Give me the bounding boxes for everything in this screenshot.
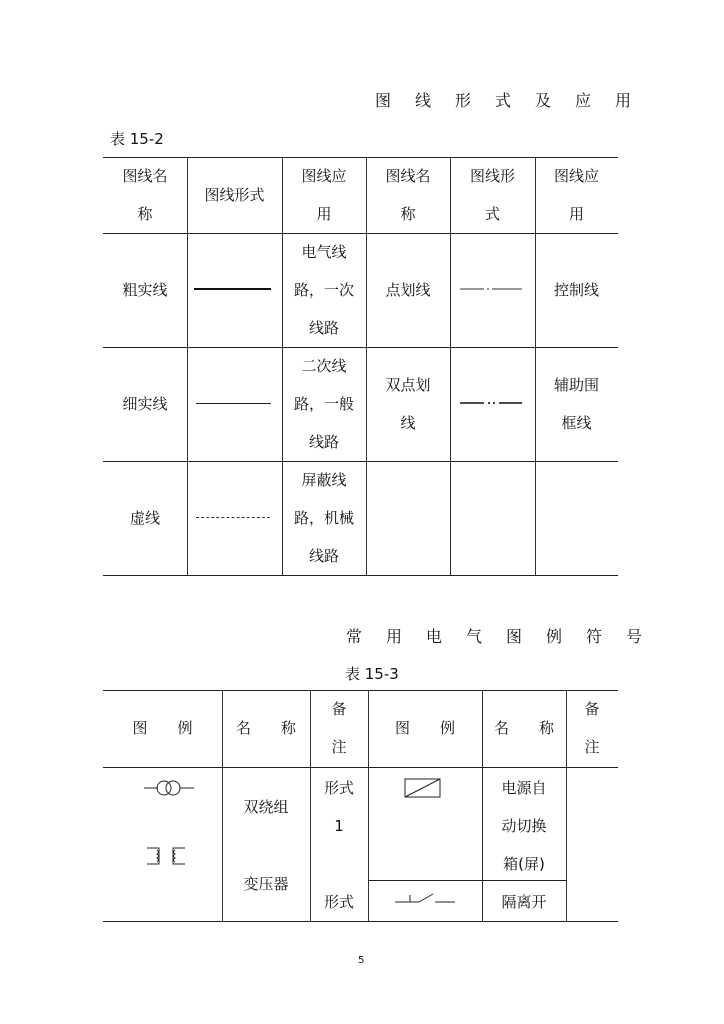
page-number: 5 — [358, 955, 365, 966]
table1-row1-use2: 控制线 — [553, 281, 599, 299]
table1-header-form1: 图线形式 — [204, 186, 265, 204]
table1-caption: 表 15-2 — [110, 130, 164, 148]
table1-row2-name2: 双点划 线 — [385, 376, 431, 432]
table2-row1-name1-top: 双绕组 — [243, 798, 289, 816]
table1-row2-name1: 细实线 — [122, 395, 168, 413]
table2-row1-name1-bottom: 变压器 — [243, 875, 289, 893]
dash-dot-line-sample — [460, 284, 524, 294]
table1-row1-name1: 粗实线 — [122, 281, 168, 299]
table2-caption: 表 15-3 — [345, 665, 399, 683]
table1-row2-use2: 辅助围 框线 — [553, 376, 599, 432]
table2-header-legend2: 图 例 — [394, 719, 455, 737]
table1-header-use2: 图线应 用 — [553, 167, 599, 223]
table2-title: 常用电气图例符号 — [346, 627, 667, 646]
table2-header-name1: 名 称 — [235, 719, 296, 737]
thin-solid-line-sample — [196, 403, 271, 404]
table1-row2-use1: 二次线 路，一般 线路 — [293, 357, 354, 451]
table2-row1-note1-top: 形式 1 — [323, 779, 354, 835]
table1-row3-name1: 虚线 — [129, 509, 160, 527]
table1-header-use1: 图线应 用 — [301, 167, 347, 223]
table2-header-note1: 备 注 — [331, 700, 347, 756]
thick-solid-line-sample — [194, 288, 271, 290]
auto-transfer-box-icon — [403, 777, 443, 799]
table1-col-divider — [187, 157, 188, 575]
table1-bottom-border — [103, 575, 618, 576]
table1-row1-use1: 电气线 路，一次 线路 — [293, 243, 354, 337]
dashed-line-sample — [196, 517, 270, 518]
table1-row1-name2: 点划线 — [385, 281, 431, 299]
table2-row1-name2-top: 电源自 动切换 箱(屏) — [501, 779, 547, 873]
transformer-form2-icon — [144, 845, 188, 867]
table2-header-note2: 备 注 — [584, 700, 600, 756]
table1-header-name2: 图线名 称 — [385, 167, 431, 223]
isolating-switch-icon — [393, 890, 457, 910]
table2-row1-note1-bottom: 形式 — [323, 893, 354, 911]
table1-header-form2: 图线形 式 — [469, 167, 515, 223]
table2-row1-name2-bottom: 隔离开 — [501, 893, 547, 911]
transformer-form1-icon — [142, 777, 198, 799]
table1-title: 图线形式及应用 — [375, 91, 656, 110]
table2-header-legend1: 图 例 — [132, 719, 193, 737]
table2-header-name2: 名 称 — [493, 719, 554, 737]
table1-row3-use1: 屏蔽线 路，机械 线路 — [293, 471, 354, 565]
table2-header-divider — [103, 767, 618, 768]
double-dash-dot-line-sample — [460, 398, 524, 408]
table2-bottom-border — [103, 921, 618, 922]
table1-header-name1: 图线名 称 — [122, 167, 168, 223]
